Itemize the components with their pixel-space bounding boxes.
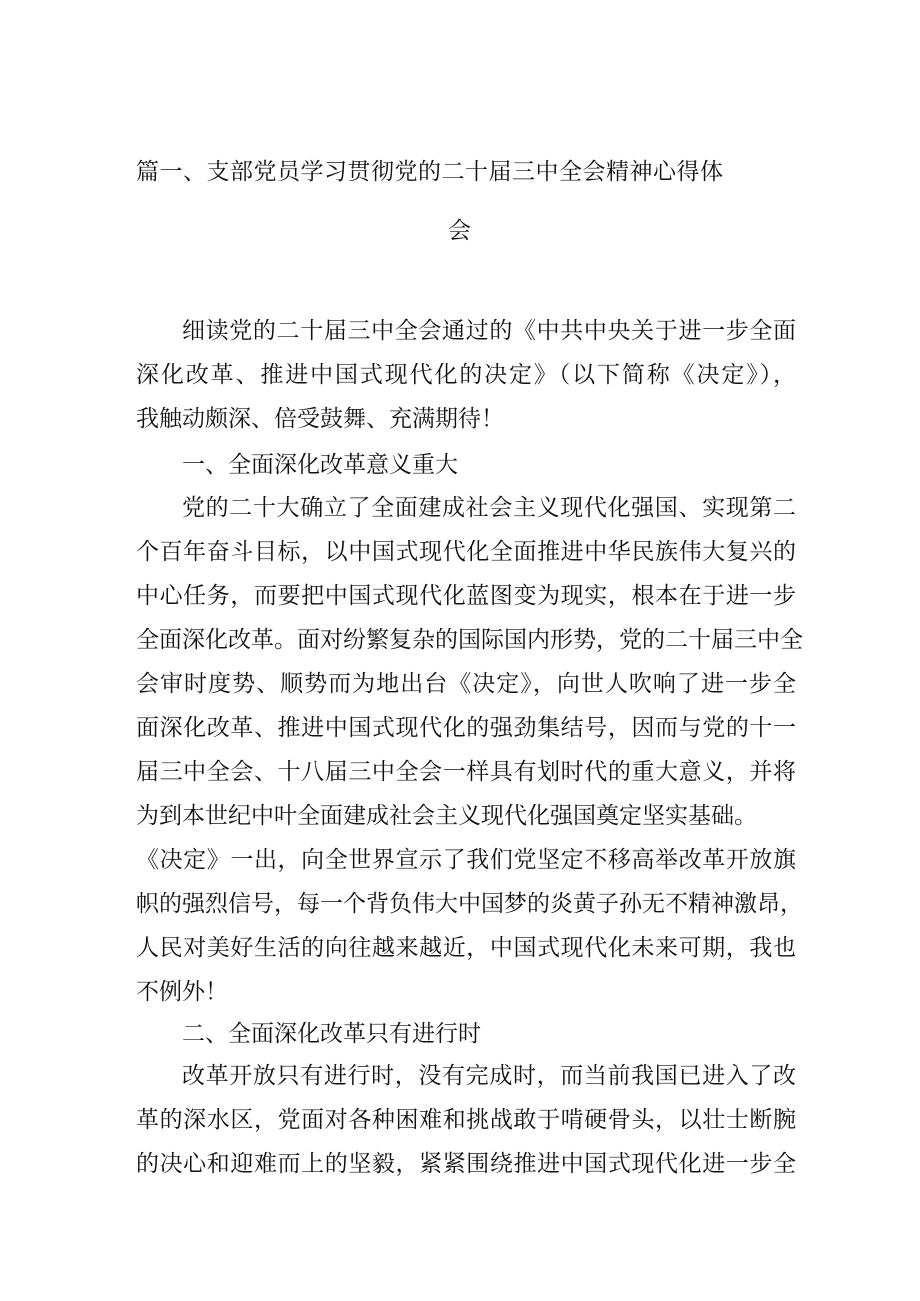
section-1-line: 会审时度势、顺势而为地出台《决定》，向世人吹响了进一步全 [136,671,796,697]
section-1-line: 帜的强烈信号，每一个背负伟大中国梦的炎黄子孙无不精神激昂， [136,891,803,917]
section-1-line: 全面深化改革。面对纷繁复杂的国际国内形势，党的二十届三中全 [136,627,803,653]
section-2-heading: 二、全面深化改革只有进行时 [182,1021,481,1047]
section-1-line: 党的二十大确立了全面建成社会主义现代化强国、实现第二 [182,495,796,521]
section-2-line: 改革开放只有进行时，没有完成时，而当前我国已进入了改 [182,1063,796,1089]
section-1-line: 中心任务，而要把中国式现代化蓝图变为现实，根本在于进一步 [136,583,796,609]
intro-line: 我触动颇深、倍受鼓舞、充满期待！ [136,406,504,432]
intro-line: 细读党的二十届三中全会通过的《中共中央关于进一步全面 [182,318,796,344]
section-2-line: 革的深水区，党面对各种困难和挑战敢于啃硬骨头，以壮士断腕 [136,1107,796,1133]
section-2-line: 的决心和迎难而上的坚毅，紧紧围绕推进中国式现代化进一步全 [136,1151,796,1177]
section-1-heading: 一、全面深化改革意义重大 [182,452,458,478]
section-1-line: 不例外！ [136,979,228,1005]
section-1-line: 届三中全会、十八届三中全会一样具有划时代的重大意义，并将 [136,759,796,785]
section-1-line: 面深化改革、推进中国式现代化的强劲集结号，因而与党的十一 [136,715,796,741]
section-1-line: 为到本世纪中叶全面建成社会主义现代化强国奠定坚实基础。 [136,803,757,829]
intro-line: 深化改革、推进中国式现代化的决定》（以下简称《决定》）， [136,362,796,388]
document-title-line-1: 篇一、支部党员学习贯彻党的二十届三中全会精神心得体 [136,159,724,185]
section-1-line: 《决定》一出，向全世界宣示了我们党坚定不移高举改革开放旗 [136,847,796,873]
section-1-line: 个百年奋斗目标，以中国式现代化全面推进中华民族伟大复兴的 [136,539,796,565]
section-1-line: 人民对美好生活的向往越来越近，中国式现代化未来可期，我也 [136,935,796,961]
document-title-line-2: 会 [448,218,472,244]
